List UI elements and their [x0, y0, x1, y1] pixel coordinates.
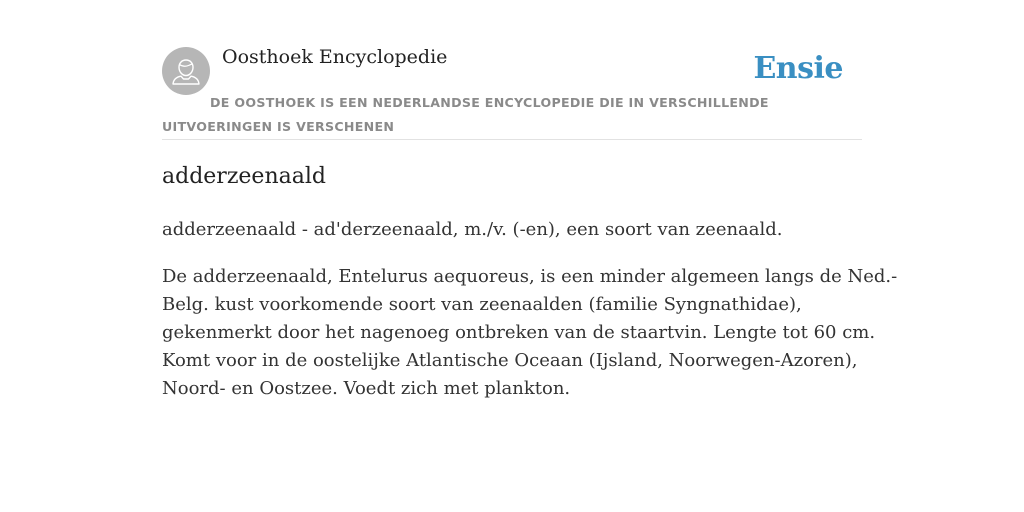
entry-body	[162, 263, 898, 403]
page-container	[162, 0, 898, 512]
source-name[interactable]: Oosthoek Encyclopedie	[222, 46, 448, 68]
entry-body-line: Noord- en Oostzee. Voedt zich met plankton.	[162, 378, 571, 399]
source-header	[162, 0, 862, 140]
avatar[interactable]	[162, 47, 210, 95]
entry-title: adderzeenaald	[162, 164, 326, 189]
entry-body-line: De adderzeenaald, Entelurus aequoreus, is een minder algemeen langs de Ned.-	[162, 266, 898, 287]
entry-body-line: Belg. kust voorkomende soort van zeenaalden (familie Syngnathidae),	[162, 294, 802, 315]
source-description: DE OOSTHOEK IS EEN NEDERLANDSE ENCYCLOPEDIE DIE IN VERSCHILLENDE UITVOERINGEN IS VERSCHENEN	[162, 95, 769, 134]
entry-definition: adderzeenaald - ad'derzeenaald, m./v. (-en), een soort van zeenaald.	[162, 219, 783, 240]
brand-logo[interactable]: Ensie	[753, 51, 843, 86]
user-silhouette-icon	[162, 47, 210, 95]
entry-body-line: Komt voor in de oostelijke Atlantische Oceaan (Ijsland, Noorwegen-Azoren),	[162, 350, 858, 371]
entry-body-line: gekenmerkt door het nagenoeg ontbreken van de staartvin. Lengte tot 60 cm.	[162, 322, 876, 343]
